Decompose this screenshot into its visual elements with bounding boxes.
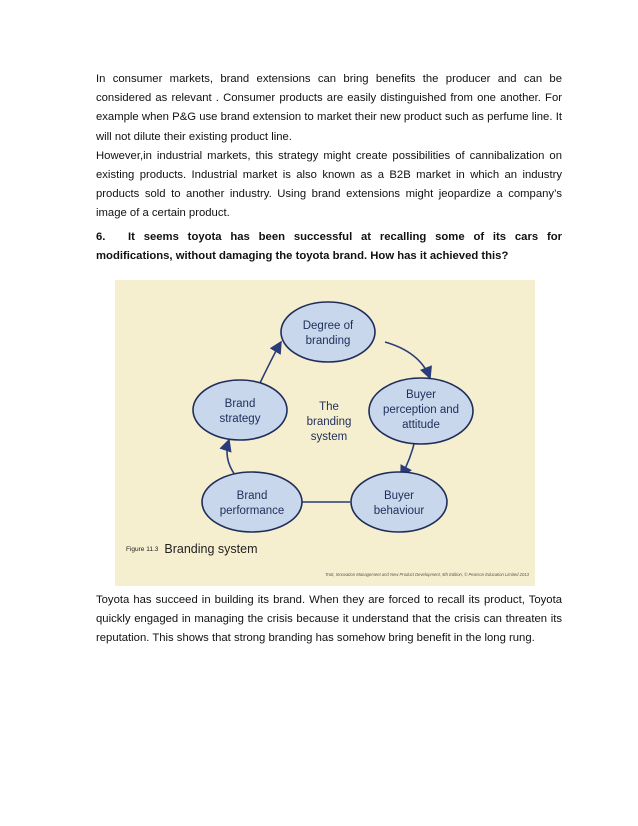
figure-caption: [126, 542, 258, 556]
intro-paragraph-industrial: However,in industrial markets, this strategy might create possibilities of cannibalization on existing products. Industrial market is also known as a B2B market in which an industry products sold to another industry. Using brand extensions might jeopardize a company’s image of a certain product.: [96, 149, 562, 220]
node-perception-line1: Buyer: [405, 389, 437, 401]
center-label: [307, 401, 352, 443]
intro-paragraphs: [96, 70, 562, 224]
node-behaviour-line1: Buyer: [383, 490, 415, 502]
figure-credit: Trott, Innovation Management and New Product Development, 5th Edition, © Pearson Education Limited 2013: [325, 572, 529, 577]
question-heading: [96, 228, 562, 266]
node-perception-line2: perception and: [382, 404, 460, 416]
answer-paragraph: Toyota has succeed in building its brand. When they are forced to recall its product, Toyota quickly engaged in managing the crisis because it understand that the crisis can threaten its reputation. This shows that strong branding has somehow bring benefit in the long rung.: [96, 594, 562, 645]
figure-number: Figure 11.3: [126, 546, 159, 554]
node-brand-strategy: [193, 380, 287, 440]
node-performance-line1: Brand: [236, 490, 268, 502]
branding-cycle-diagram: [115, 280, 535, 586]
node-behaviour-line2: behaviour: [373, 505, 425, 517]
center-line1: The: [319, 401, 339, 413]
figure-title: Branding system: [164, 542, 258, 556]
center-line2: branding: [306, 416, 352, 428]
center-line3: system: [310, 431, 348, 443]
question-number: 6.: [96, 231, 106, 243]
node-buyer-perception: [369, 378, 473, 444]
node-degree-line1: Degree of: [302, 320, 354, 332]
branding-system-figure: [115, 280, 535, 586]
arrow-degree-to-perception: [385, 342, 430, 378]
intro-paragraph-consumer: In consumer markets, brand extensions can bring benefits the producer and can be considered as relevant . Consumer products are easily distinguished from one another. For example when P&G use brand extension to market their new product such as perfume line. It will not dilute their existing product line.: [96, 73, 562, 143]
node-buyer-behaviour: [351, 472, 447, 532]
node-strategy-line1: Brand: [224, 398, 256, 410]
node-perception-line3: attitude: [402, 419, 440, 431]
node-performance-line2: performance: [219, 505, 285, 517]
question-text: It seems toyota has been successful at recalling some of its cars for modifications, without damaging the toyota brand. How has it achieved this?: [96, 231, 562, 263]
node-brand-performance: [202, 472, 302, 532]
node-strategy-line2: strategy: [219, 413, 261, 425]
node-degree-line2: branding: [305, 335, 351, 347]
node-degree-of-branding: [281, 302, 375, 362]
arrow-performance-to-strategy: [227, 440, 235, 475]
arrow-strategy-to-degree: [260, 342, 281, 383]
